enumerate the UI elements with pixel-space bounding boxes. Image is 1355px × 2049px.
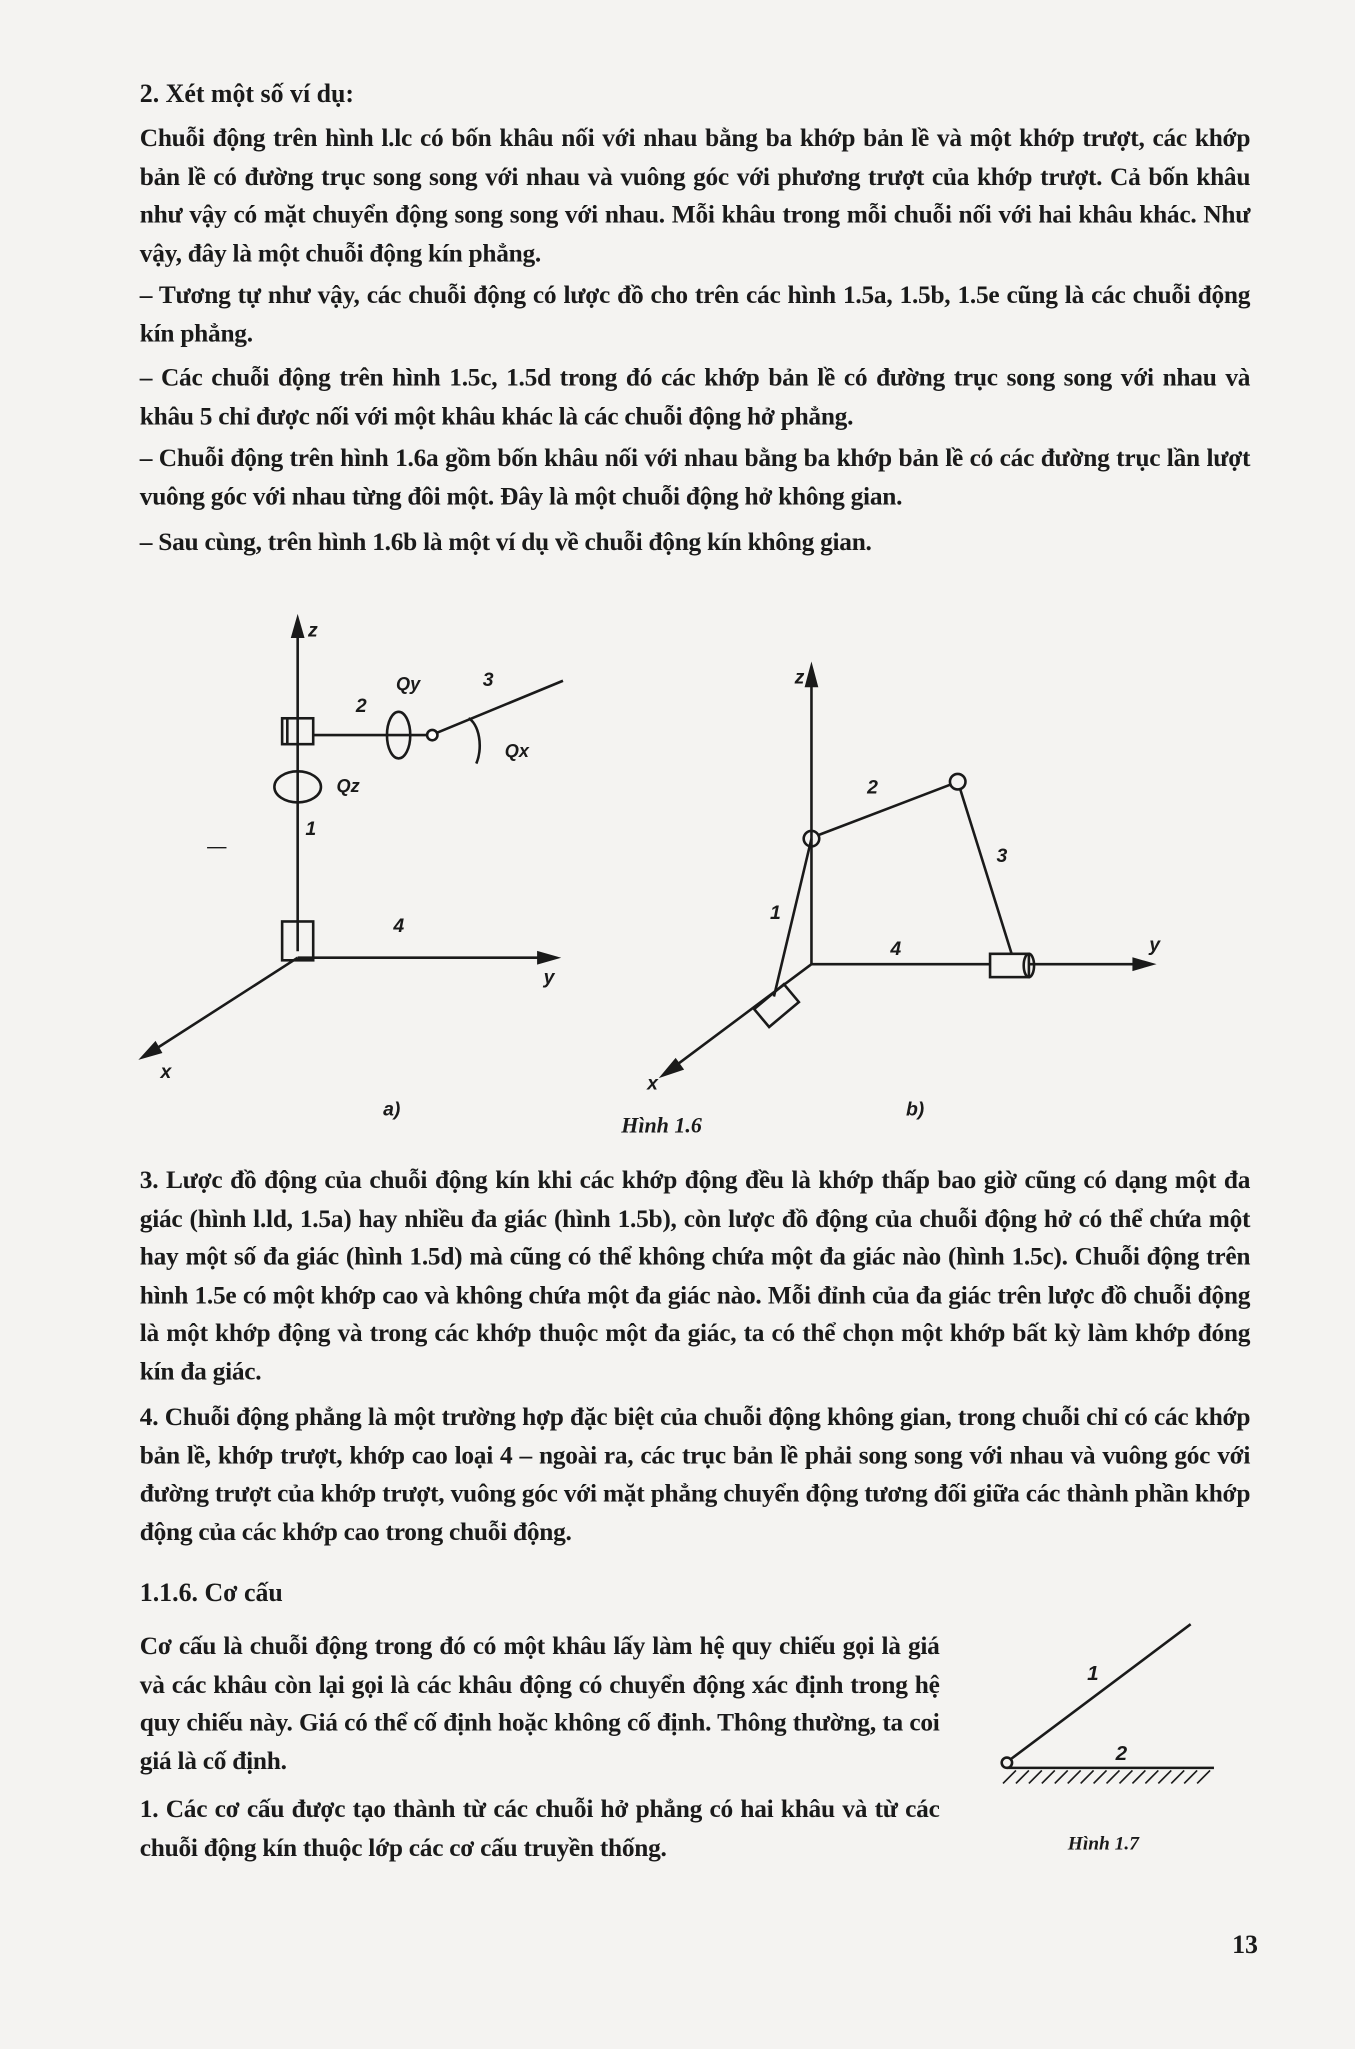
fig-1-6b-link-2: 2 — [867, 776, 878, 799]
fig-1-6b-sublabel: b) — [905, 1098, 925, 1121]
section-2-paragraph-4: – Chuỗi động trên hình 1.6a gồm bốn khâu nối với nhau bằng ba khớp bản lề có các đường trục lần lượt vuông góc với nhau từng đôi một. Đây là một chuỗi động hở không gian. — [139, 445, 1251, 511]
figure-1-7-caption: Hình 1.7 — [1067, 1833, 1139, 1855]
fig-1-6a-link-1: 1 — [305, 817, 317, 840]
fig-1-6b-link-1: 1 — [770, 901, 781, 924]
fig-1-6a-qz-label: Qz — [336, 776, 360, 797]
figure-1-6a-diagram — [142, 619, 563, 1058]
fig-1-6b-y-label: y — [1149, 934, 1161, 957]
section-2-paragraph-1: Chuỗi động trên hình l.lc có bốn khâu nối với nhau bằng ba khớp bản lề và một khớp trượt, các khớp bản lề có đường trục song song với nhau và vuông góc với phương trượt của khớp trượt. Cả bốn khâu như vậy có mặt chuyển động song song với nhau. Mỗi khâu trong mỗi chuỗi nối với hai khâu khác. Như vậy, đây là một chuỗi động kín phẳng. — [139, 125, 1251, 268]
section-2-heading: 2. Xét một số ví dụ: — [139, 80, 355, 109]
fig-1-7-link-1: 1 — [1087, 1661, 1099, 1685]
fig-1-6a-z-label: z — [308, 619, 318, 642]
fig-1-6a-link-4: 4 — [393, 914, 405, 937]
figure-1-6b-diagram — [663, 667, 1152, 1076]
section-4-paragraph: 4. Chuỗi động phẳng là một trường hợp đặc biệt của chuỗi động không gian, trong chuỗi chỉ có các khớp bản lề, khớp trượt, khớp cao loại 4 – ngoài ra, các trục bản lề phải song song với nhau và vuông góc với đường trượt của khớp trượt, vuông góc với mặt phẳng chuyển động tương đối giữa các thành phần khớp động của các khớp cao trong chuỗi động. — [139, 1404, 1251, 1546]
fig-1-6a-sublabel: a) — [383, 1098, 401, 1121]
fig-1-6a-qx-label: Qx — [504, 741, 529, 762]
figure-1-7 — [984, 1618, 1230, 1812]
section-2-paragraph-2: – Tương tự như vậy, các chuỗi động có lược đồ cho trên các hình 1.5a, 1.5b, 1.5e cũng là các chuỗi động kín phẳng. — [139, 282, 1251, 348]
fig-1-6a-x-label: x — [160, 1061, 172, 1084]
figure-1-6-caption: Hình 1.6 — [621, 1113, 702, 1138]
page-number: 13 — [1232, 1930, 1258, 1960]
section-2-paragraph-3: – Các chuỗi động trên hình 1.5c, 1.5d trong đó các khớp bản lề có đường trục song song với nhau và khâu 5 chỉ được nối với một khâu khác là các chuỗi động hở phẳng. — [139, 364, 1251, 431]
fig-1-6a-qy-label: Qy — [396, 673, 421, 694]
fig-1-6b-link-3: 3 — [996, 844, 1008, 867]
section-1-1-6-heading: 1.1.6. Cơ cấu — [139, 1578, 283, 1608]
fig-1-6a-y-label: y — [543, 966, 555, 989]
section-3-paragraph: 3. Lược đồ động của chuỗi động kín khi các khớp động đều là khớp thấp bao giờ cũng có dạng một đa giác (hình l.ld, 1.5a) hay nhiều đa giác (hình 1.5b), còn lược đồ động của chuỗi động hở có thể chứa một hay một số đa giác (hình 1.5d) mà cũng có thể không chứa một đa giác nào (hình 1.5c). Chuỗi động trên hình 1.5e có một khớp cao và không chứa một đa giác nào. Mỗi đỉnh của đa giác trên lược đồ chuỗi động là một khớp động và trong các khớp thuộc một đa giác, ta có thể chọn một khớp bất kỳ làm khớp đóng kín đa giác. — [139, 1167, 1251, 1386]
section-1-1-6-paragraph-2: 1. Các cơ cấu được tạo thành từ các chuỗi hở phẳng có hai khâu và từ các chuỗi động kín thuộc lớp các cơ cấu truyền thống. — [139, 1796, 940, 1862]
section-2-paragraph-5: – Sau cùng, trên hình 1.6b là một ví dụ về chuỗi động kín không gian. — [139, 529, 872, 557]
fig-1-6a-link-2: 2 — [355, 694, 367, 717]
fig-1-6b-link-4: 4 — [890, 938, 902, 961]
fig-1-7-link-2: 2 — [1115, 1742, 1128, 1766]
fig-1-6b-z-label: z — [794, 666, 805, 689]
fig-1-6a-link-3: 3 — [482, 668, 494, 691]
fig-1-6b-x-label: x — [647, 1072, 658, 1095]
section-1-1-6-paragraph-1: Cơ cấu là chuỗi động trong đó có một khâu lấy làm hệ quy chiếu gọi là giá và các khâu còn lại gọi là các khâu động có chuyển động xác định trong hệ quy chiếu này. Giá có thể cố định hoặc không cố định. Thông thường, ta coi giá là cố định. — [139, 1633, 940, 1775]
